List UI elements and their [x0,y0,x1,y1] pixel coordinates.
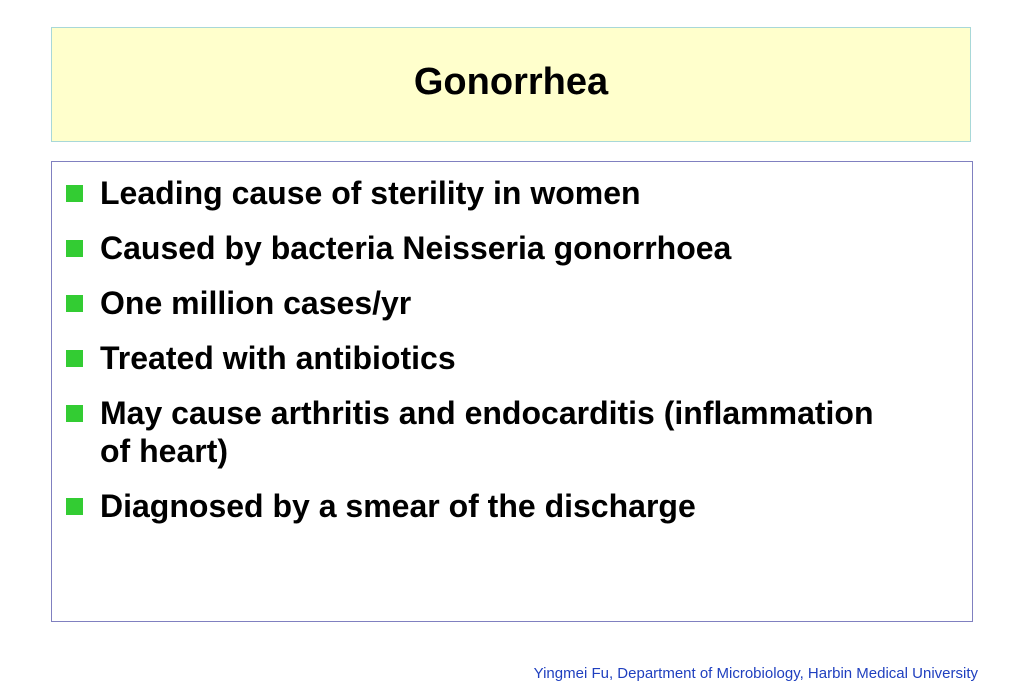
square-bullet-icon [66,240,83,257]
bullet-item [66,394,972,470]
bullet-text: May cause arthritis and endocarditis (inflammation of heart) [100,395,874,469]
square-bullet-icon [66,295,83,312]
bullet-item [66,284,972,322]
bullet-text: Diagnosed by a smear of the discharge [100,488,696,524]
title-box [51,27,971,142]
square-bullet-icon [66,185,83,202]
bullet-item [66,487,972,525]
bullet-text: One million cases/yr [100,285,412,321]
square-bullet-icon [66,498,83,515]
footer-credit: Yingmei Fu, Department of Microbiology, Harbin Medical University [533,665,978,682]
bullet-text: Treated with antibiotics [100,340,456,376]
bullet-item [66,339,972,377]
bullet-text: Caused by bacteria Neisseria gonorrhoea [100,230,732,266]
square-bullet-icon [66,405,83,422]
content-box [51,161,973,622]
bullet-item [66,174,972,212]
bullet-item [66,229,972,267]
square-bullet-icon [66,350,83,367]
slide-title: Gonorrhea [413,61,609,103]
bullet-list [52,162,972,525]
bullet-text: Leading cause of sterility in women [100,175,641,211]
